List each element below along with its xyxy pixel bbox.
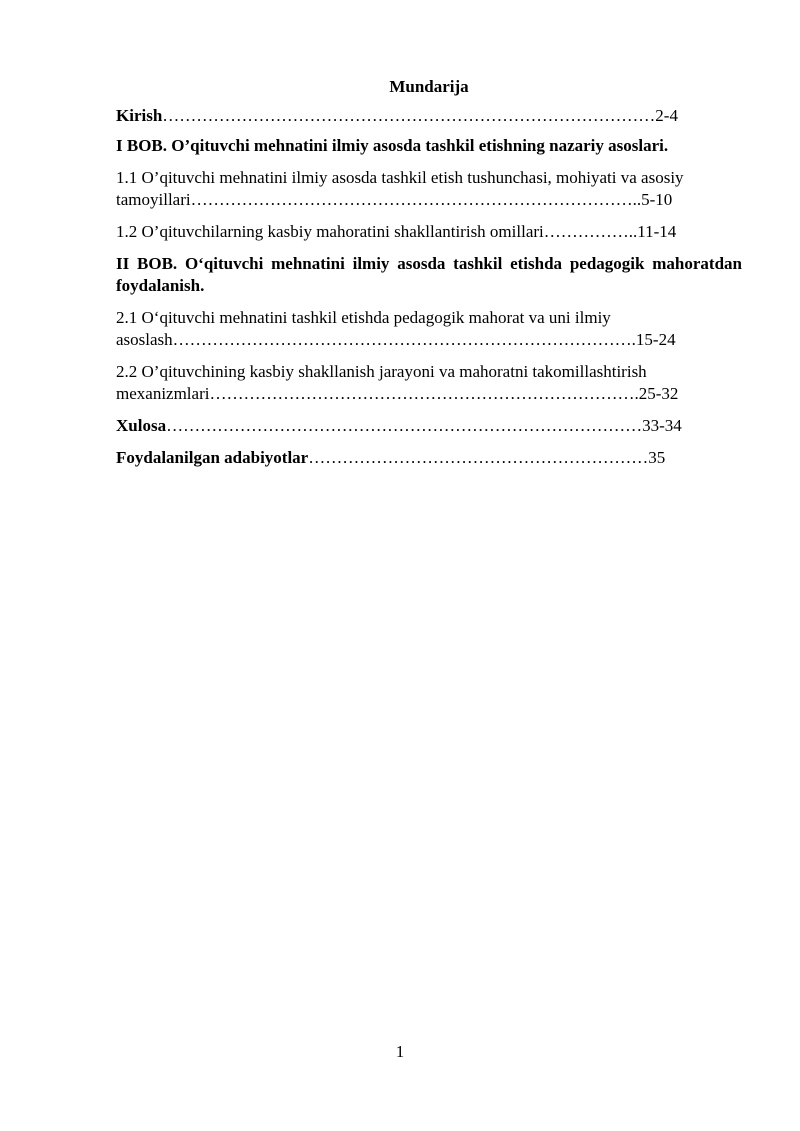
toc-page-range: 33-34: [642, 416, 682, 435]
toc-entry-line: 2.1 O‘qituvchi mehnatini tashkil etishda pedagogik mahorat va uni ilmiy: [116, 308, 611, 327]
toc-page-range: 35: [648, 448, 666, 467]
toc-entry-label: 1.2 O’qituvchilarning kasbiy mahoratini shakllantirish omillari: [116, 222, 544, 241]
toc-entry-line: [116, 383, 742, 405]
toc-page-range: 15-24: [635, 330, 676, 349]
toc-page-range: 5-10: [641, 190, 673, 209]
toc-entry-label: tamoyillari: [116, 190, 191, 209]
toc-page-range: 2-4: [655, 106, 678, 125]
toc-entry-label: Xulosa: [116, 416, 167, 435]
toc-entry-2-1: [116, 307, 742, 351]
toc-leader-dots: ……………………………………………………………………….: [172, 330, 636, 349]
toc-entry-1-1: [116, 167, 742, 211]
toc-chapter-2-heading: II BOB. O‘qituvchi mehnatini ilmiy asosda tashkil etishda pedagogik mahoratdan foydalanish.: [116, 254, 742, 295]
toc-entry-line: [116, 329, 742, 351]
toc-entry-line: [116, 189, 742, 211]
toc-entry-2-2: [116, 361, 742, 405]
toc-entry-1-2: [116, 221, 742, 243]
toc-entry-label: mexanizmlari: [116, 384, 210, 403]
table-of-contents: [116, 76, 742, 469]
toc-leader-dots: ……………………………………………………: [308, 448, 649, 467]
toc-entry-label: Kirish: [116, 106, 163, 125]
toc-leader-dots: …………………………………………………………………: [209, 384, 635, 403]
toc-page-range: 11-14: [637, 222, 677, 241]
page-number: 1: [395, 1042, 405, 1061]
toc-entry-label: Foydalanilgan adabiyotlar: [116, 448, 309, 467]
toc-leader-dots: ……………………………………………………………………………: [162, 106, 656, 125]
toc-leader-dots: ……………………………………………………………………..: [190, 190, 642, 209]
toc-page-range: .25-32: [634, 384, 679, 403]
toc-entry-references: [116, 447, 742, 469]
toc-leader-dots: ……………..: [543, 222, 638, 241]
toc-chapter-1-heading: I BOB. O’qituvchi mehnatini ilmiy asosda tashkil etishning nazariy asoslari.: [116, 136, 669, 155]
toc-leader-dots: …………………………………………………………………………: [166, 416, 643, 435]
toc-entry-label: asoslash: [116, 330, 173, 349]
toc-entry-line: 1.1 O’qituvchi mehnatini ilmiy asosda tashkil etish tushunchasi, mohiyati va asosiy: [116, 168, 684, 187]
toc-entry-xulosa: [116, 415, 742, 437]
page-title: Mundarija: [389, 77, 469, 96]
toc-entry-line: 2.2 O’qituvchining kasbiy shakllanish jarayoni va mahoratni takomillashtirish: [116, 362, 647, 381]
toc-entry-kirish: [116, 105, 742, 127]
